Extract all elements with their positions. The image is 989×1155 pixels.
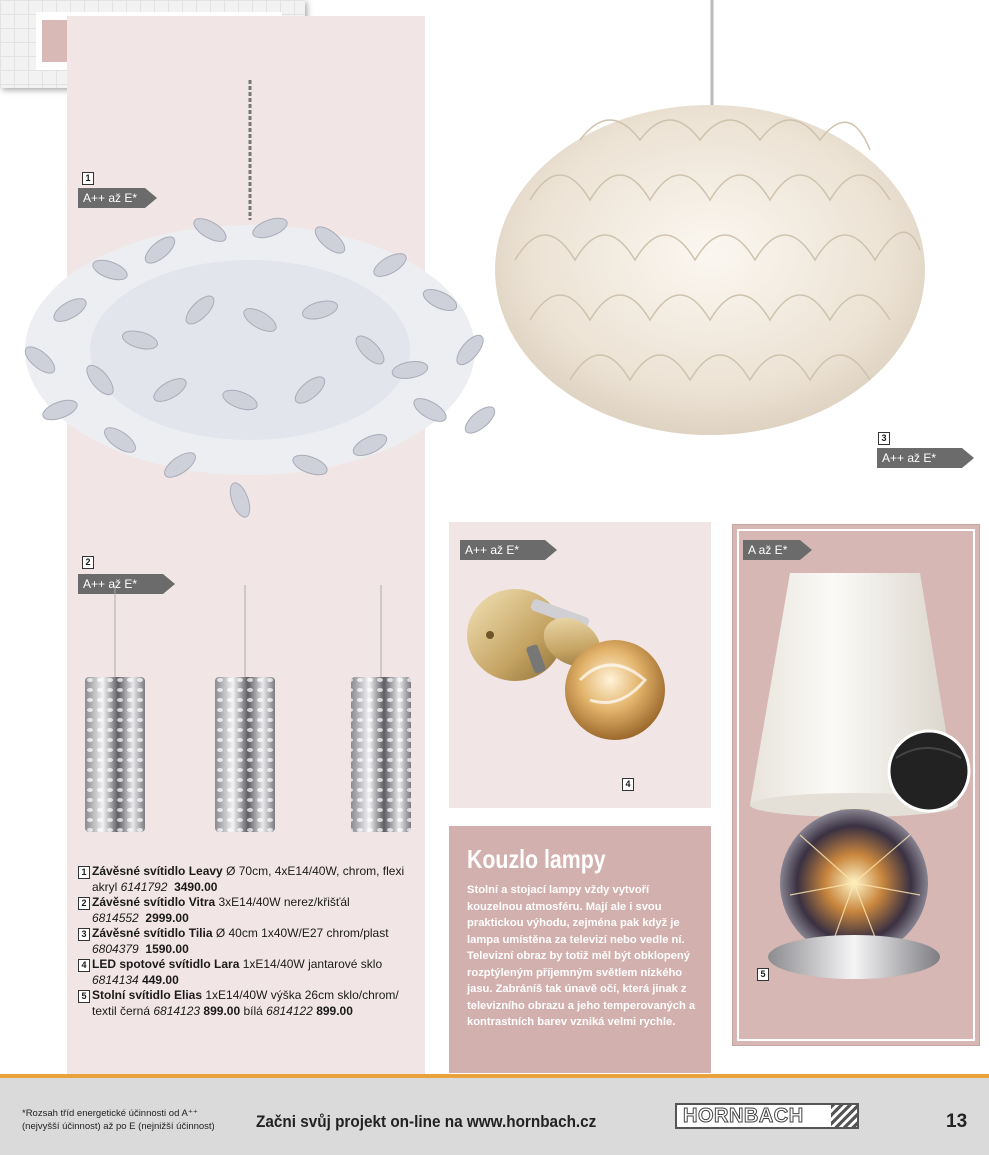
website-link[interactable]: www.hornbach.cz	[466, 1112, 597, 1131]
product-list-item	[78, 926, 418, 957]
hornbach-logo-mark-icon	[831, 1105, 857, 1127]
product-price: 3490.00	[174, 879, 218, 894]
product-list-item	[78, 988, 418, 1019]
product-name: Závěsné svítidlo Vitra	[92, 895, 216, 909]
product-code: 6814123	[153, 1003, 201, 1018]
product-name: Stolní svítidlo Elias	[92, 988, 203, 1002]
product-list-number: 5	[78, 990, 90, 1003]
product-spec-variant: bílá	[240, 1003, 267, 1018]
leavy-chandelier-image	[10, 80, 510, 540]
product-price: 449.00	[142, 972, 179, 987]
product-list-number: 3	[78, 928, 90, 941]
tilia-pendant-image	[490, 0, 930, 440]
product-name: Závěsné svítidlo Tilia	[92, 926, 213, 940]
product-list-item	[78, 864, 418, 895]
hornbach-logo-text: HORNBACH	[683, 1104, 804, 1127]
product-5-number: 5	[757, 968, 769, 981]
online-cta	[256, 1112, 596, 1132]
product-2-number: 2	[82, 556, 94, 569]
product-1-number: 1	[82, 172, 94, 185]
product-list-item	[78, 895, 418, 926]
product-spec: 1xE14/40W jantarové sklo	[239, 957, 383, 971]
lara-spotlight-image	[460, 580, 700, 760]
product-code: 6804379	[92, 941, 139, 956]
product-code: 6814552	[92, 910, 139, 925]
black-shade-variant-swatch	[886, 728, 972, 814]
kouzlo-heading: Kouzlo lampy	[467, 844, 606, 874]
energy-footnote	[22, 1107, 252, 1133]
product-list-number: 2	[78, 897, 90, 910]
energy-footnote-line2: (nejvyšší účinnost) až po E (nejnižší účinnost)	[22, 1121, 215, 1132]
product-spec: 1xE14/40W výška 26cm sklo/chrom/ textil černá	[92, 988, 399, 1018]
product-price: 2999.00	[145, 910, 189, 925]
product-price: 1590.00	[145, 941, 189, 956]
product-5-energy-tag: A až E*	[743, 540, 800, 560]
page-number: 13	[946, 1111, 968, 1132]
product-spec: Ø 70cm, 4xE14/40W, chrom, flexi akryl	[92, 864, 405, 894]
product-3-energy-tag: A++ až E*	[877, 448, 962, 468]
product-name: Závěsné svítidlo Leavy	[92, 864, 223, 878]
vitra-pendants-image	[75, 585, 420, 840]
product-code: 6814134	[92, 972, 139, 987]
energy-footnote-line1: *Rozsah tříd energetické účinnosti od A⁺⁺	[22, 1108, 198, 1119]
product-code-variant: 6814122	[266, 1003, 313, 1018]
product-list	[78, 864, 418, 1019]
product-code: 6141792	[120, 879, 168, 894]
product-spec: Ø 40cm 1x40W/E27 chrom/plast	[212, 926, 389, 940]
kouzlo-lampy-panel	[449, 826, 711, 1073]
kouzlo-text: Stolní a stojací lampy vždy vytvoří kouzelnou atmosféru. Mají ale i svou praktickou výhodu, zejména pak když je lampa umístěna za televizí nebo vedle ní. Televizní obraz by totiž měl být obklopený rozptýleným příjemným světlem nízkého jasu. Zabráníš tak únavě očí, která jinak z televizního obrazu a jeho temperovaných a kontrastních barev vzniká velmi rychle.	[467, 884, 696, 1028]
product-price-variant: 899.00	[316, 1003, 353, 1018]
product-1-energy-tag: A++ až E*	[78, 188, 145, 208]
product-2-energy-tag: A++ až E*	[78, 574, 163, 594]
product-list-number: 1	[78, 866, 90, 879]
product-4-number: 4	[622, 778, 634, 791]
product-4-energy-tag: A++ až E*	[460, 540, 545, 560]
product-price: 899.00	[203, 1003, 241, 1018]
product-name: LED spotové svítidlo Lara	[92, 957, 240, 971]
hornbach-logo	[675, 1103, 859, 1129]
product-spec: 3xE14/40W nerez/křišťál	[215, 895, 350, 909]
online-cta-text: Začni svůj projekt on-line na	[256, 1112, 467, 1131]
product-list-item	[78, 957, 418, 988]
product-list-number: 4	[78, 959, 90, 972]
product-3-number: 3	[878, 432, 890, 445]
